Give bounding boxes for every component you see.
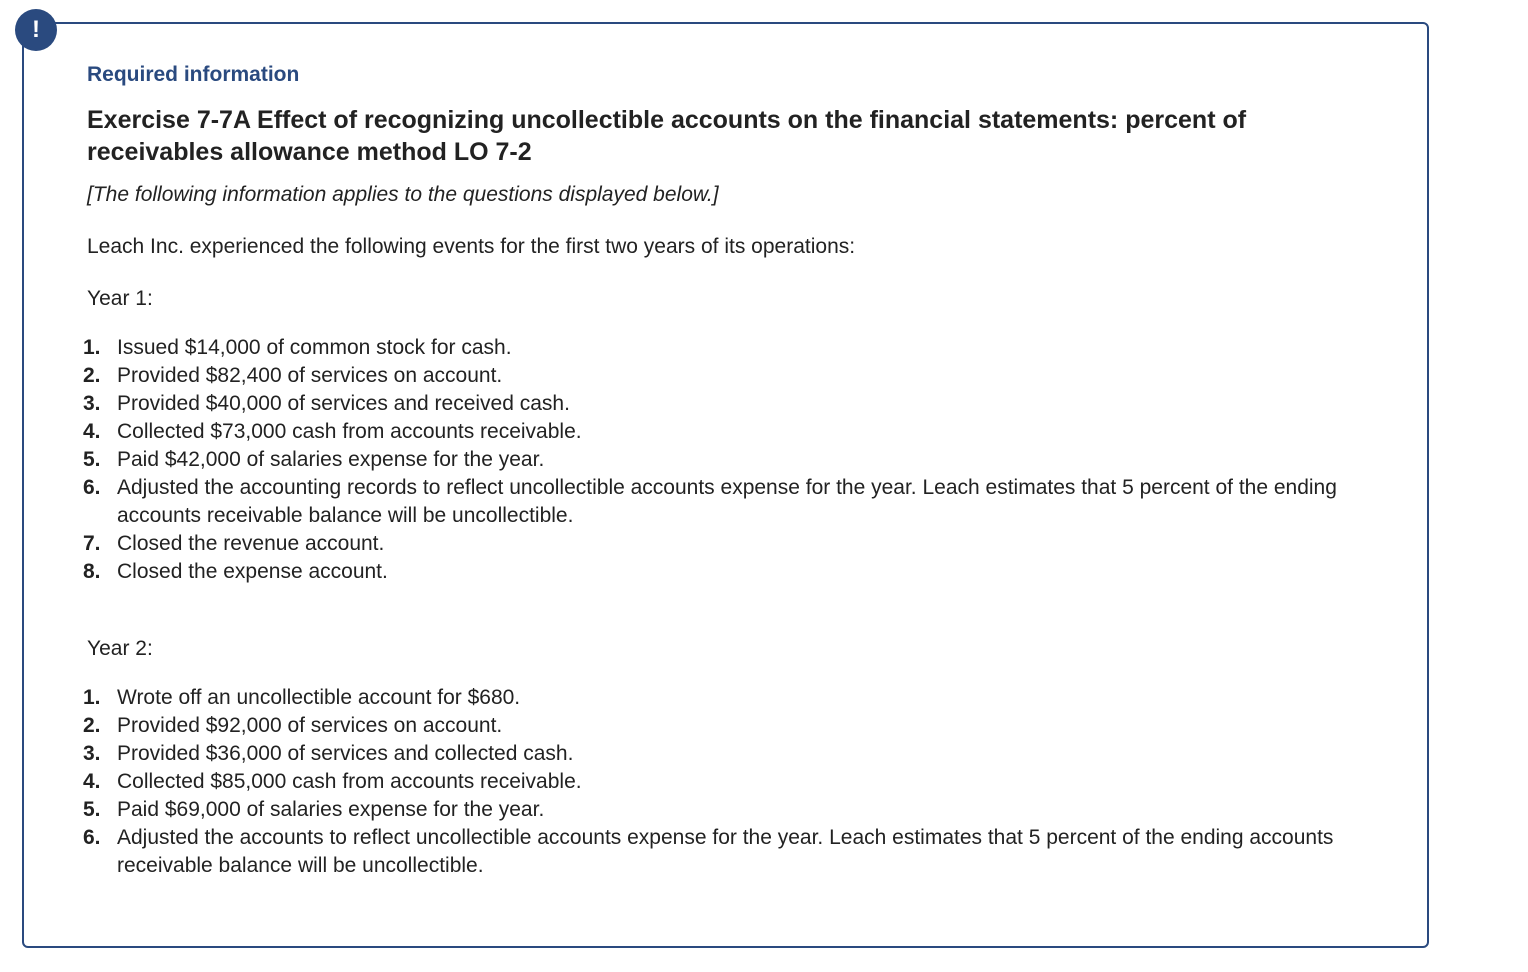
item-number: 5.: [83, 448, 101, 471]
item-text: Paid $69,000 of salaries expense for the year.: [117, 798, 545, 821]
item-number: 2.: [83, 714, 101, 737]
list-item: [83, 530, 1377, 558]
item-text: Collected $85,000 cash from accounts receivable.: [117, 770, 582, 793]
item-text: Wrote off an uncollectible account for $680.: [117, 686, 521, 709]
item-text: Closed the expense account.: [117, 560, 388, 583]
item-text: Adjusted the accounts to reflect uncollectible accounts expense for the year. Leach estimates that 5 percent of the ending accounts receivable balance will be uncollectible.: [117, 826, 1334, 877]
item-number: 6.: [83, 476, 101, 499]
list-item: [83, 362, 1377, 390]
item-number: 1.: [83, 336, 101, 359]
year2-heading: Year 2:: [87, 637, 153, 660]
item-number: 4.: [83, 420, 101, 443]
item-text: Collected $73,000 cash from accounts receivable.: [117, 420, 582, 443]
item-number: 8.: [83, 560, 101, 583]
item-text: Paid $42,000 of salaries expense for the year.: [117, 448, 545, 471]
item-number: 3.: [83, 392, 101, 415]
list-item: [83, 558, 1377, 586]
list-item: [83, 712, 1377, 740]
year1-events-list: [83, 334, 1377, 586]
list-item: [83, 390, 1377, 418]
item-text: Provided $36,000 of services and collected cash.: [117, 742, 574, 765]
year1-heading: Year 1:: [87, 287, 153, 310]
list-item: [83, 824, 1377, 880]
item-text: Issued $14,000 of common stock for cash.: [117, 336, 512, 359]
item-number: 6.: [83, 826, 101, 849]
required-information-label: Required information: [87, 63, 300, 86]
list-item: [83, 334, 1377, 362]
list-item: [83, 740, 1377, 768]
lead-paragraph: Leach Inc. experienced the following events for the first two years of its operations:: [87, 235, 856, 258]
exercise-title: Exercise 7-7A Effect of recognizing uncollectible accounts on the financial statements: percent of receivables allowance method LO 7-2: [87, 106, 1247, 166]
list-item: [83, 684, 1377, 712]
item-number: 5.: [83, 798, 101, 821]
list-item: [83, 474, 1377, 530]
item-text: Provided $82,400 of services on account.: [117, 364, 503, 387]
item-number: 2.: [83, 364, 101, 387]
item-number: 4.: [83, 770, 101, 793]
exclamation-icon: !: [15, 9, 57, 51]
item-text: Provided $40,000 of services and received cash.: [117, 392, 570, 415]
list-item: [83, 446, 1377, 474]
year2-events-list: [83, 684, 1377, 880]
card-content: [83, 60, 1377, 880]
applies-note: [The following information applies to the questions displayed below.]: [87, 183, 719, 206]
item-number: 7.: [83, 532, 101, 555]
item-text: Closed the revenue account.: [117, 532, 385, 555]
list-item: [83, 418, 1377, 446]
list-item: [83, 796, 1377, 824]
item-text: Adjusted the accounting records to reflect uncollectible accounts expense for the year. Leach estimates that 5 percent of the ending accounts receivable balance will be uncollectible.: [117, 476, 1337, 527]
item-number: 1.: [83, 686, 101, 709]
item-text: Provided $92,000 of services on account.: [117, 714, 503, 737]
list-item: [83, 768, 1377, 796]
item-number: 3.: [83, 742, 101, 765]
